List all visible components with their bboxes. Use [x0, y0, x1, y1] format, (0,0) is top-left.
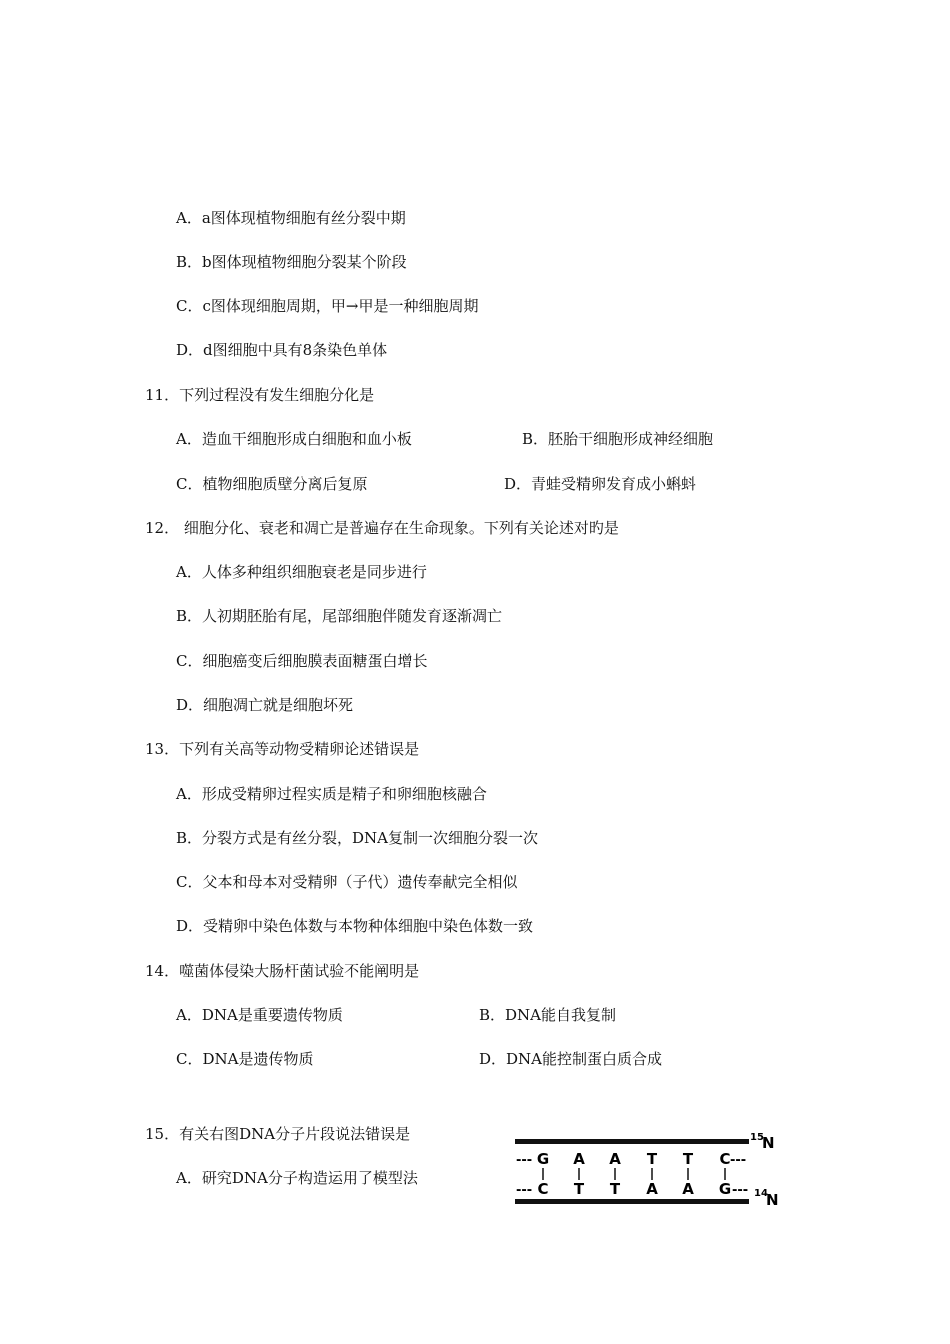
top-base: C — [719, 1150, 731, 1168]
bottom-strand-backbone — [515, 1199, 749, 1204]
base-pair-bonds — [543, 1168, 725, 1180]
top-base: A — [609, 1150, 621, 1168]
q11-option-d: D．青蛙受精卵发育成小蝌蚪 — [504, 475, 697, 493]
bottom-base: A — [682, 1180, 694, 1198]
top-strand-backbone — [515, 1139, 749, 1144]
q15-option-a: A．研究DNA分子构造运用了模型法 — [176, 1169, 418, 1187]
q13-option-c: C．父本和母本对受精卵（子代）遗传奉献完全相似 — [176, 873, 518, 891]
q10-option-c: C．c图体现细胞周期，甲→甲是一种细胞周期 — [176, 297, 479, 315]
top-right-dash: --- — [730, 1153, 747, 1168]
top-base: A — [573, 1150, 585, 1168]
q11-option-c: C．植物细胞质壁分离后复原 — [176, 475, 368, 493]
bottom-right-dash: --- — [732, 1183, 749, 1198]
bottom-base: T — [573, 1180, 585, 1198]
q14-option-b: B．DNA能自我复制 — [479, 1006, 617, 1024]
q10-option-d: D．d图细胞中具有8条染色单体 — [176, 341, 388, 359]
isotope-mass-15: 15 — [750, 1132, 764, 1143]
q10-option-a: A．a图体现植物细胞有丝分裂中期 — [176, 209, 406, 227]
q13-option-d: D．受精卵中染色体数与本物种体细胞中染色体数一致 — [176, 917, 534, 935]
bottom-bases — [537, 1180, 731, 1198]
q13-option-a: A．形成受精卵过程实质是精子和卵细胞核融合 — [176, 785, 487, 803]
top-base: T — [646, 1150, 658, 1168]
q12-stem: 12． 细胞分化、衰老和凋亡是普遍存在生命现象。下列有关论述对旳是 — [145, 519, 619, 537]
q12-option-d: D．细胞凋亡就是细胞坏死 — [176, 696, 354, 714]
top-left-dash: --- — [516, 1153, 533, 1168]
bottom-base: C — [537, 1180, 549, 1198]
q12-option-b: B．人初期胚胎有尾，尾部细胞伴随发育逐渐凋亡 — [176, 607, 503, 625]
top-base: G — [536, 1150, 550, 1168]
element-n-top: N — [762, 1134, 775, 1152]
q14-option-a: A．DNA是重要遗传物质 — [176, 1006, 343, 1024]
q10-option-b: B．b图体现植物细胞分裂某个阶段 — [176, 253, 407, 271]
q12-option-c: C．细胞癌变后细胞膜表面糖蛋白增长 — [176, 652, 428, 670]
element-n-bottom: N — [766, 1191, 779, 1209]
q13-stem: 13．下列有关高等动物受精卵论述错误是 — [145, 740, 420, 758]
q11-option-b: B．胚胎干细胞形成神经细胞 — [522, 430, 714, 448]
q14-option-d: D．DNA能控制蛋白质合成 — [479, 1050, 663, 1068]
q11-stem: 11．下列过程没有发生细胞分化是 — [145, 386, 375, 404]
top-bases — [537, 1150, 731, 1168]
top-base: T — [682, 1150, 694, 1168]
q14-option-c: C．DNA是遗传物质 — [176, 1050, 314, 1068]
label-15n — [750, 1132, 775, 1152]
bottom-base: G — [718, 1180, 732, 1198]
isotope-mass-14: 14 — [754, 1188, 768, 1199]
q12-option-a: A．人体多种组织细胞衰老是同步进行 — [176, 563, 427, 581]
bottom-base: A — [646, 1180, 658, 1198]
q11-option-a: A．造血干细胞形成白细胞和血小板 — [176, 430, 412, 448]
q14-stem: 14．噬菌体侵染大肠杆菌试验不能阐明是 — [145, 962, 420, 980]
bottom-base: T — [609, 1180, 621, 1198]
label-14n — [754, 1188, 779, 1209]
dna-fragment-figure — [512, 1128, 782, 1218]
bottom-left-dash: --- — [516, 1183, 533, 1198]
q13-option-b: B．分裂方式是有丝分裂，DNA复制一次细胞分裂一次 — [176, 829, 539, 847]
q15-stem: 15．有关右图DNA分子片段说法错误是 — [145, 1125, 411, 1143]
